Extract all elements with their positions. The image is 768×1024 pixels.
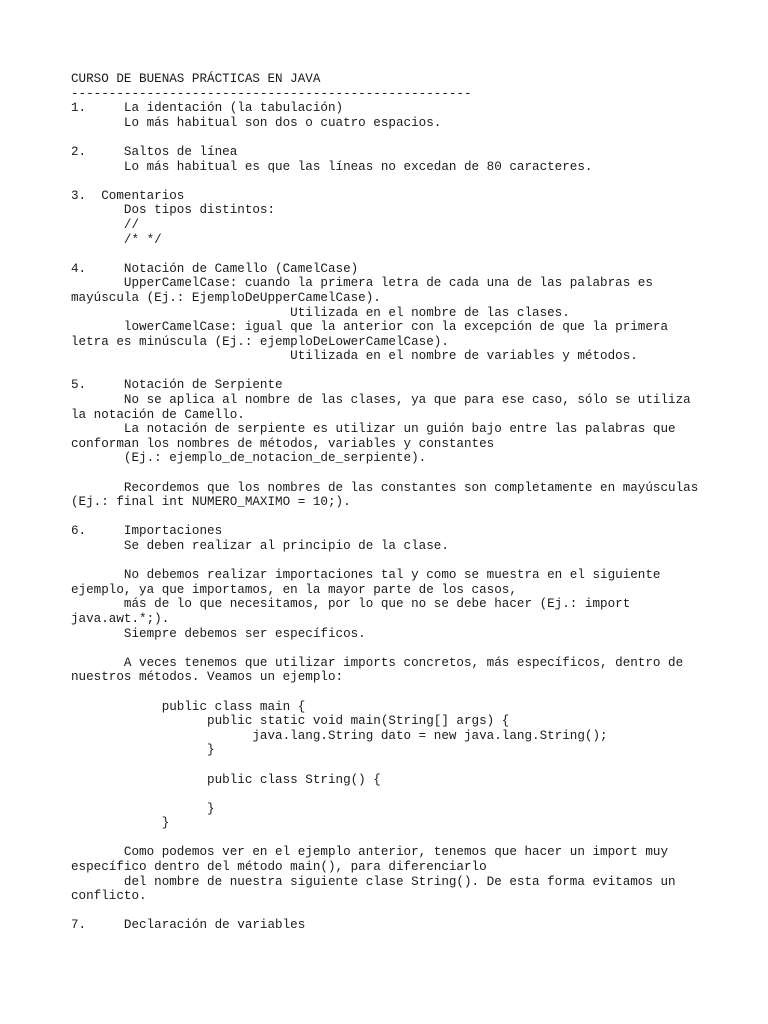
document-line: lowerCamelCase: igual que la anterior con la excepción de que la primera xyxy=(71,320,669,335)
document-line: nuestros métodos. Veamos un ejemplo: xyxy=(71,670,344,685)
document-line: public class main { xyxy=(71,699,306,714)
document-line: } xyxy=(71,801,215,816)
document-title: CURSO DE BUENAS PRÁCTICAS EN JAVA xyxy=(71,72,321,86)
document-line: 3. Comentarios xyxy=(71,188,185,203)
document-line: A veces tenemos que utilizar imports concretos, más específicos, dentro de xyxy=(71,655,684,670)
document-line: Lo más habitual es que las líneas no excedan de 80 caracteres. xyxy=(71,159,593,174)
document-line: Dos tipos distintos: xyxy=(71,203,276,218)
document-line: La notación de serpiente es utilizar un guión bajo entre las palabras que xyxy=(71,422,676,437)
document-line xyxy=(71,554,761,569)
document-line xyxy=(71,510,761,525)
document-line: java.lang.String dato = new java.lang.String(); xyxy=(71,728,608,743)
document-line: } xyxy=(71,743,215,758)
document-line: conflicto. xyxy=(71,889,147,904)
document-line xyxy=(71,466,761,481)
document-line xyxy=(71,364,761,379)
document-line: del nombre de nuestra siguiente clase String(). De esta forma evitamos un xyxy=(71,874,676,889)
document-line: más de lo que necesitamos, por lo que no se debe hacer (Ej.: import xyxy=(71,597,631,612)
document-line: 4. Notación de Camello (CamelCase) xyxy=(71,261,359,276)
document-line: letra es minúscula (Ej.: ejemploDeLowerCamelCase). xyxy=(71,334,449,349)
document-line: UpperCamelCase: cuando la primera letra de cada una de las palabras es xyxy=(71,276,653,291)
document-line xyxy=(71,904,761,919)
document-line: Siempre debemos ser específicos. xyxy=(71,626,366,641)
document-line xyxy=(71,831,761,846)
document-line: public class String() { xyxy=(71,772,381,787)
document-line: la notación de Camello. xyxy=(71,407,245,422)
document-line: específico dentro del método main(), para diferenciarlo xyxy=(71,860,487,875)
document-line: 1. La identación (la tabulación) xyxy=(71,101,344,116)
document-line: (Ej.: final int NUMERO_MAXIMO = 10;). xyxy=(71,495,351,510)
document-line: Se deben realizar al principio de la clase. xyxy=(71,539,449,553)
document-line xyxy=(71,787,761,802)
document-line: } xyxy=(71,816,170,831)
document-line xyxy=(71,130,761,145)
document-line xyxy=(71,247,761,262)
document-line xyxy=(71,685,761,700)
document-line: 6. Importaciones xyxy=(71,524,223,539)
document-line: Lo más habitual son dos o cuatro espacios. xyxy=(71,115,442,130)
document-line: 7. Declaración de variables xyxy=(71,918,306,933)
document-line: public static void main(String[] args) { xyxy=(71,714,510,729)
document-line xyxy=(71,174,761,189)
document-line: 5. Notación de Serpiente xyxy=(71,378,283,393)
document-line: /* */ xyxy=(71,232,162,247)
document-line: No se aplica al nombre de las clases, ya que para ese caso, sólo se utiliza xyxy=(71,393,691,408)
document-line: 2. Saltos de línea xyxy=(71,144,238,159)
document-line: Como podemos ver en el ejemplo anterior, tenemos que hacer un import muy xyxy=(71,845,669,860)
document-line: (Ej.: ejemplo_de_notacion_de_serpiente). xyxy=(71,451,427,466)
document-line: // xyxy=(71,217,140,232)
document-line: No debemos realizar importaciones tal y como se muestra en el siguiente xyxy=(71,568,661,583)
document-line: ejemplo, ya que importamos, en la mayor parte de los casos, xyxy=(71,582,517,597)
document-line xyxy=(71,758,761,773)
document-line: Utilizada en el nombre de variables y métodos. xyxy=(71,349,638,364)
document-line: Utilizada en el nombre de las clases. xyxy=(71,305,570,320)
title-underline: ----------------------------------------------------- xyxy=(71,86,472,101)
document-line: conforman los nombres de métodos, variables y constantes xyxy=(71,436,495,451)
document-line: mayúscula (Ej.: EjemploDeUpperCamelCase). xyxy=(71,290,381,305)
document-line xyxy=(71,641,761,656)
document-body xyxy=(71,72,761,933)
document-line: Recordemos que los nombres de las constantes son completamente en mayúsculas xyxy=(71,480,699,495)
document-line: java.awt.*;). xyxy=(71,611,170,626)
